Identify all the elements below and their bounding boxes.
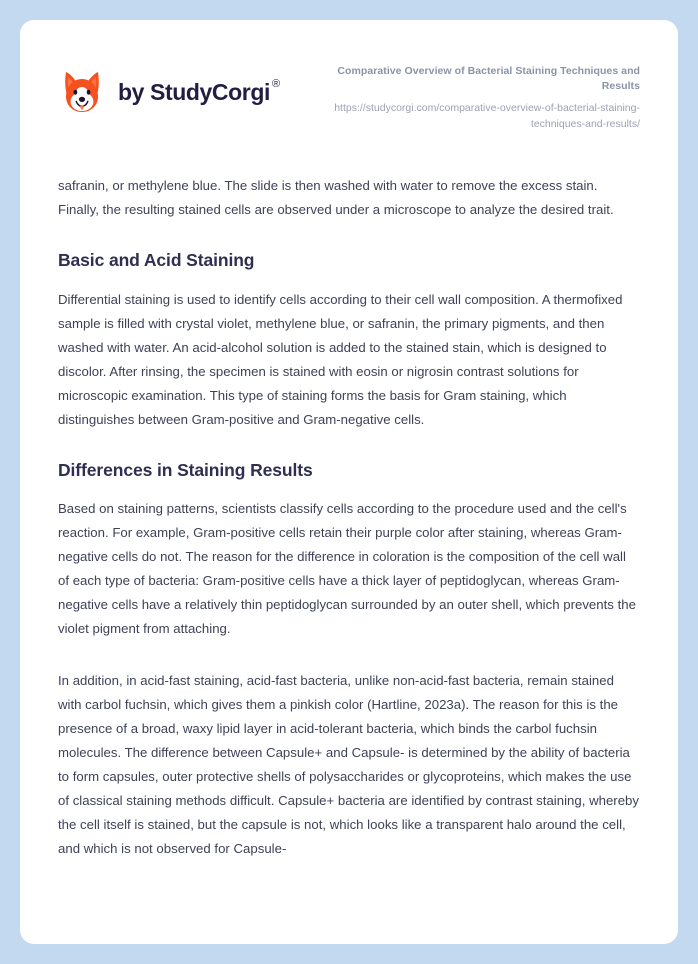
source-url[interactable]: https://studycorgi.com/comparative-overview-of-bacterial-staining-techniques-and-results/ [334,102,640,130]
registered-trademark-icon: ® [271,77,280,90]
brand-lockup [58,62,280,116]
section-paragraph: In addition, in acid-fast staining, acid-fast bacteria, unlike non-acid-fast bacteria, remain stained with carbol fuchsin, which gives them a pinkish color (Hartline, 2023a). The reason for this is the presence of a broad, waxy lipid layer in acid-tolerant bacteria, which binds the carbol fuchsin molecules. The difference between Capsule+ and Capsule- is determined by the ability of bacteria to form capsules, outer protective shells of polysaccharides or glycoproteins, which makes the use of classical staining methods difficult. Capsule+ bacteria are identified by contrast staining, whereby the cell itself is stained, but the capsule is not, which looks like a transparent halo around the cell, and which is not observed for Capsule- [58,673,639,857]
section-heading: Differences in Staining Results [58,459,313,480]
section-heading: Basic and Acid Staining [58,249,255,270]
document-header [20,20,678,132]
page-title: Comparative Overview of Bacterial Staining Techniques and Results [337,65,640,93]
corgi-logo-icon [58,68,106,116]
section-paragraph: Based on staining patterns, scientists classify cells according to the procedure used and the cell's reaction. For example, Gram-positive cells retain their purple color after staining, whereas Gram-negative cells do not. The reason for the difference in coloration is the composition of the cell wall of each type of bacteria: Gram-positive cells have a thick layer of peptidoglycan, whereas Gram-negative cells have a relatively thin peptidoglycan surrounded by an outer shell, which prevents the violet pigment from attaching. [58,501,636,637]
section-basic-and-acid-staining [58,249,640,432]
brand-wordmark [118,77,280,105]
section-differences-in-staining-results [58,459,640,862]
document-body [20,174,678,862]
section-paragraph: Differential staining is used to identify cells according to their cell wall composition. A thermofixed sample is filled with crystal violet, methylene blue, or safranin, the primary pigments, and then washed with water. An acid-alcohol solution is added to the stained stain, which is designed to discolor. After rinsing, the specimen is stained with eosin or nigrosin contrast solutions for microscopic examination. This type of staining forms the basis for Gram staining, which distinguishes between Gram-positive and Gram-negative cells. [58,291,623,427]
document-card [20,20,678,944]
intro-paragraph: safranin, or methylene blue. The slide is then washed with water to remove the excess stain. Finally, the resulting stained cells are observed under a microscope to analyze the desired trait. [58,177,614,217]
header-meta [300,62,640,132]
brand-name: by StudyCorgi [118,78,270,105]
